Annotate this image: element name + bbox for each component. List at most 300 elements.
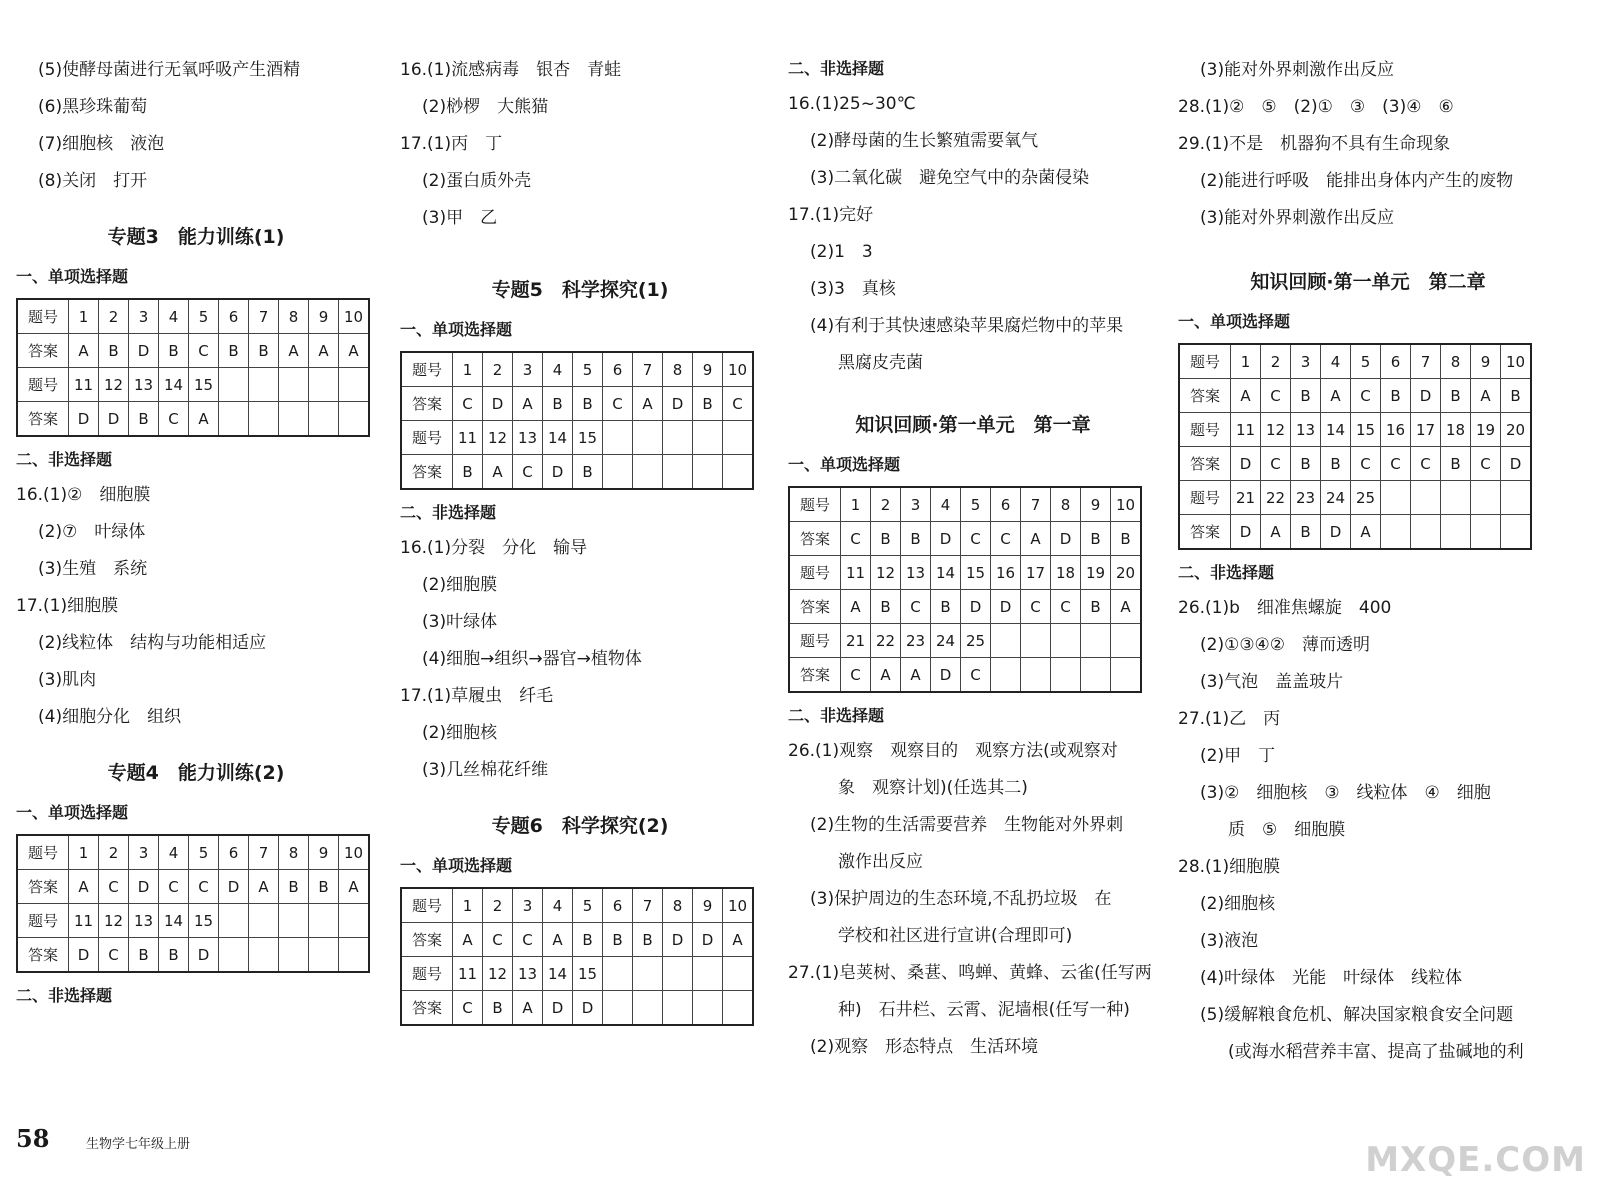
answer-table — [16, 298, 370, 437]
answer-cell — [603, 957, 633, 991]
answer-cell: 5 — [573, 352, 603, 387]
answer-cell — [693, 421, 723, 455]
answer-cell: 3 — [129, 835, 159, 870]
answer-cell: 5 — [189, 835, 219, 870]
answer-cell: A — [339, 870, 370, 904]
answer-cell — [1081, 624, 1111, 658]
answer-cell — [309, 938, 339, 973]
answer-cell: 10 — [723, 352, 754, 387]
answer-cell — [723, 455, 754, 490]
table-row — [17, 299, 369, 334]
answer-line: 26.(1)观察 观察目的 观察方法(或观察对 — [788, 741, 1118, 761]
answer-cell: D — [573, 991, 603, 1026]
answer-line: (3)能对外界刺激作出反应 — [1200, 208, 1395, 228]
answer-line: (2)观察 形态特点 生活环境 — [810, 1037, 1039, 1057]
answer-cell — [693, 991, 723, 1026]
answer-cell: C — [189, 870, 219, 904]
answer-cell: 3 — [513, 888, 543, 923]
answer-cell: 18 — [1051, 556, 1081, 590]
answer-cell — [603, 991, 633, 1026]
answer-cell: 3 — [513, 352, 543, 387]
answer-cell: C — [961, 522, 991, 556]
section-heading: 一、单项选择题 — [1178, 312, 1291, 331]
answer-cell — [1051, 658, 1081, 693]
answer-line: 17.(1)完好 — [788, 205, 874, 225]
answer-table — [400, 887, 754, 1026]
answer-cell: B — [931, 590, 961, 624]
answer-cell: 16 — [991, 556, 1021, 590]
answer-cell: 24 — [1321, 481, 1351, 515]
answer-cell: 12 — [483, 421, 513, 455]
answer-cell: A — [633, 387, 663, 421]
answer-cell: D — [1231, 515, 1261, 550]
answer-cell: D — [189, 938, 219, 973]
answer-cell: 8 — [663, 352, 693, 387]
answer-cell — [1021, 658, 1051, 693]
answer-cell: 15 — [1351, 413, 1381, 447]
answer-cell: 17 — [1411, 413, 1441, 447]
row-label-cell: 题号 — [17, 299, 69, 334]
answer-cell: B — [573, 455, 603, 490]
answer-line: 16.(1)流感病毒 银杏 青蛙 — [400, 60, 622, 80]
answer-cell: B — [219, 334, 249, 368]
answer-cell: C — [1021, 590, 1051, 624]
answer-line: (2)1 3 — [810, 242, 873, 262]
answer-cell: C — [603, 387, 633, 421]
section-heading: 二、非选择题 — [16, 986, 113, 1005]
answer-line: 16.(1)25~30℃ — [788, 94, 916, 114]
answer-cell: B — [573, 923, 603, 957]
answer-line: (5)使酵母菌进行无氧呼吸产生酒精 — [38, 60, 301, 80]
answer-cell: C — [961, 658, 991, 693]
row-label-cell: 答案 — [17, 334, 69, 368]
answer-cell: A — [1021, 522, 1051, 556]
answer-cell: 3 — [129, 299, 159, 334]
answer-cell: 5 — [961, 487, 991, 522]
answer-cell: A — [841, 590, 871, 624]
answer-line: (或海水稻营养丰富、提高了盐碱地的利 — [1228, 1042, 1524, 1062]
answer-cell: A — [1231, 379, 1261, 413]
answer-cell: 15 — [189, 904, 219, 938]
answer-cell: C — [189, 334, 219, 368]
answer-cell: 1 — [841, 487, 871, 522]
answer-cell: C — [901, 590, 931, 624]
table-row — [789, 522, 1141, 556]
answer-cell: 13 — [513, 421, 543, 455]
table-row — [1179, 379, 1531, 413]
section-title: 知识回顾·第一单元 第二章 — [1250, 271, 1486, 293]
row-label-cell: 答案 — [789, 522, 841, 556]
answer-cell: A — [309, 334, 339, 368]
answer-cell: D — [931, 658, 961, 693]
answer-cell — [1411, 481, 1441, 515]
answer-line: 27.(1)皂荚树、桑葚、鸣蝉、黄蜂、云雀(任写两 — [788, 963, 1152, 983]
answer-line: (3)二氧化碳 避免空气中的杂菌侵染 — [810, 168, 1090, 188]
column-4 — [1178, 52, 1558, 1071]
answer-cell: 9 — [309, 299, 339, 334]
answer-line: 象 观察计划)(任选其二) — [838, 778, 1028, 798]
answer-cell: B — [453, 455, 483, 490]
row-label-cell: 答案 — [17, 870, 69, 904]
answer-line: (4)有利于其快速感染苹果腐烂物中的苹果 — [810, 316, 1124, 336]
answer-cell: 1 — [69, 835, 99, 870]
answer-cell: C — [513, 923, 543, 957]
answer-cell — [339, 938, 370, 973]
table-row — [401, 957, 753, 991]
row-label-cell: 题号 — [1179, 413, 1231, 447]
answer-cell — [603, 455, 633, 490]
answer-cell: 15 — [573, 421, 603, 455]
row-label-cell: 题号 — [1179, 481, 1231, 515]
answer-cell: D — [1051, 522, 1081, 556]
table-row — [789, 658, 1141, 693]
answer-cell: 6 — [603, 888, 633, 923]
answer-cell: B — [279, 870, 309, 904]
answer-cell: B — [1111, 522, 1142, 556]
answer-cell — [1111, 624, 1142, 658]
answer-cell: A — [1471, 379, 1501, 413]
table-row — [17, 835, 369, 870]
answer-cell: B — [249, 334, 279, 368]
answer-cell: B — [633, 923, 663, 957]
answer-cell — [249, 938, 279, 973]
row-label-cell: 答案 — [789, 590, 841, 624]
answer-cell: A — [513, 387, 543, 421]
answer-cell: A — [1351, 515, 1381, 550]
answer-cell: A — [1261, 515, 1291, 550]
answer-cell: 21 — [841, 624, 871, 658]
answer-cell — [633, 455, 663, 490]
answer-cell: 16 — [1381, 413, 1411, 447]
row-label-cell: 答案 — [1179, 379, 1231, 413]
answer-line: (3)气泡 盖盖玻片 — [1200, 672, 1344, 692]
row-label-cell: 答案 — [1179, 515, 1231, 550]
answer-cell: D — [693, 923, 723, 957]
answer-cell: B — [159, 334, 189, 368]
answer-cell: D — [129, 334, 159, 368]
answer-cell: D — [129, 870, 159, 904]
answer-cell: 6 — [603, 352, 633, 387]
answer-cell — [219, 402, 249, 437]
answer-cell: 12 — [1261, 413, 1291, 447]
answer-line: (2)⑦ 叶绿体 — [38, 522, 146, 542]
answer-line: (7)细胞核 液泡 — [38, 134, 165, 154]
answer-cell: C — [159, 402, 189, 437]
answer-line: (3)生殖 系统 — [38, 559, 148, 579]
table-row — [1179, 447, 1531, 481]
answer-cell — [339, 368, 370, 402]
answer-cell: A — [279, 334, 309, 368]
answer-cell: 15 — [573, 957, 603, 991]
answer-table — [788, 486, 1142, 693]
answer-cell — [991, 624, 1021, 658]
answer-cell: 7 — [249, 835, 279, 870]
answer-cell: A — [1321, 379, 1351, 413]
row-label-cell: 题号 — [1179, 344, 1231, 379]
answer-line: 29.(1)不是 机器狗不具有生命现象 — [1178, 134, 1451, 154]
answer-cell: 4 — [543, 352, 573, 387]
section-title: 专题4 能力训练(2) — [107, 762, 285, 784]
answer-cell — [1471, 481, 1501, 515]
table-row — [789, 624, 1141, 658]
answer-cell: 2 — [1261, 344, 1291, 379]
answer-cell: 5 — [573, 888, 603, 923]
answer-cell — [279, 904, 309, 938]
answer-cell: C — [1351, 447, 1381, 481]
answer-cell: C — [723, 387, 754, 421]
answer-cell: 24 — [931, 624, 961, 658]
answer-cell: 19 — [1471, 413, 1501, 447]
answer-cell — [663, 991, 693, 1026]
answer-cell: C — [453, 387, 483, 421]
answer-cell: C — [99, 938, 129, 973]
answer-cell: D — [69, 402, 99, 437]
answer-cell: D — [663, 923, 693, 957]
answer-cell: 25 — [1351, 481, 1381, 515]
answer-line: 质 ⑤ 细胞膜 — [1228, 820, 1346, 840]
answer-cell — [723, 991, 754, 1026]
column-3 — [788, 52, 1158, 1066]
answer-cell: 20 — [1501, 413, 1532, 447]
answer-cell: B — [1291, 447, 1321, 481]
table-row — [1179, 344, 1531, 379]
answer-line: 26.(1)b 细准焦螺旋 400 — [1178, 598, 1392, 618]
answer-cell — [663, 957, 693, 991]
answer-cell: D — [1501, 447, 1532, 481]
answer-cell — [1051, 624, 1081, 658]
row-label-cell: 题号 — [401, 421, 453, 455]
answer-cell: A — [249, 870, 279, 904]
answer-cell — [1081, 658, 1111, 693]
answer-line: (2)线粒体 结构与功能相适应 — [38, 633, 267, 653]
answer-line: (3)叶绿体 — [422, 612, 498, 632]
answer-cell — [633, 991, 663, 1026]
answer-cell: C — [1261, 379, 1291, 413]
answer-line: 黑腐皮壳菌 — [838, 353, 923, 373]
answer-line: (3)肌肉 — [38, 670, 97, 690]
answer-cell: B — [1081, 590, 1111, 624]
answer-cell: 23 — [901, 624, 931, 658]
answer-cell — [279, 368, 309, 402]
table-row — [17, 938, 369, 973]
answer-cell: C — [453, 991, 483, 1026]
row-label-cell: 答案 — [17, 402, 69, 437]
answer-cell: A — [1111, 590, 1142, 624]
row-label-cell: 题号 — [789, 556, 841, 590]
answer-cell: A — [723, 923, 754, 957]
answer-cell: D — [1231, 447, 1261, 481]
answer-cell: 12 — [99, 904, 129, 938]
answer-cell: 11 — [69, 904, 99, 938]
answer-cell: C — [513, 455, 543, 490]
answer-cell: C — [841, 522, 871, 556]
answer-cell: D — [991, 590, 1021, 624]
answer-cell — [249, 402, 279, 437]
answer-cell: 11 — [1231, 413, 1261, 447]
section-heading: 一、单项选择题 — [400, 320, 513, 339]
answer-cell: C — [1411, 447, 1441, 481]
table-row — [401, 352, 753, 387]
answer-line: (2)酵母菌的生长繁殖需要氧气 — [810, 131, 1039, 151]
answer-cell — [1381, 515, 1411, 550]
answer-cell — [249, 904, 279, 938]
section-heading: 二、非选择题 — [788, 59, 885, 78]
answer-cell — [1471, 515, 1501, 550]
answer-cell: 2 — [99, 299, 129, 334]
answer-cell — [309, 904, 339, 938]
answer-cell: A — [543, 923, 573, 957]
answer-cell: 4 — [543, 888, 573, 923]
answer-cell: 13 — [1291, 413, 1321, 447]
answer-cell: 7 — [633, 888, 663, 923]
row-label-cell: 答案 — [789, 658, 841, 693]
answer-cell: 10 — [1501, 344, 1532, 379]
watermark: MXQE.COM — [1365, 1140, 1586, 1180]
answer-cell: C — [99, 870, 129, 904]
answer-cell: 4 — [1321, 344, 1351, 379]
section-heading: 一、单项选择题 — [400, 856, 513, 875]
answer-table — [1178, 343, 1532, 550]
section-heading: 二、非选择题 — [400, 503, 497, 522]
answer-line: (8)关闭 打开 — [38, 171, 148, 191]
answer-cell: 14 — [543, 957, 573, 991]
answer-cell: 13 — [129, 904, 159, 938]
answer-cell — [723, 421, 754, 455]
answer-cell: 12 — [871, 556, 901, 590]
answer-cell: D — [219, 870, 249, 904]
answer-line: 17.(1)细胞膜 — [16, 596, 119, 616]
answer-cell: C — [1381, 447, 1411, 481]
answer-cell: 1 — [453, 352, 483, 387]
answer-line: (3)② 细胞核 ③ 线粒体 ④ 细胞 — [1200, 783, 1491, 803]
answer-cell: 19 — [1081, 556, 1111, 590]
table-row — [401, 455, 753, 490]
table-row — [1179, 481, 1531, 515]
answer-line: 种) 石井栏、云霄、泥墙根(任写一种) — [838, 1000, 1130, 1020]
answer-cell: B — [871, 590, 901, 624]
answer-cell: 10 — [723, 888, 754, 923]
answer-cell: 6 — [991, 487, 1021, 522]
answer-line: (2)①③④② 薄而透明 — [1200, 635, 1371, 655]
row-label-cell: 题号 — [401, 888, 453, 923]
table-row — [17, 334, 369, 368]
row-label-cell: 题号 — [401, 957, 453, 991]
row-label-cell: 答案 — [1179, 447, 1231, 481]
answer-cell: 8 — [1051, 487, 1081, 522]
answer-cell: 22 — [1261, 481, 1291, 515]
answer-cell — [219, 904, 249, 938]
answer-cell: B — [129, 402, 159, 437]
answer-line: (3)甲 乙 — [422, 208, 498, 228]
answer-cell: 7 — [633, 352, 663, 387]
answer-cell: B — [543, 387, 573, 421]
answer-cell — [219, 368, 249, 402]
table-row — [1179, 413, 1531, 447]
answer-line: (4)细胞→组织→器官→植物体 — [422, 649, 642, 669]
table-row — [17, 870, 369, 904]
answer-cell: D — [543, 991, 573, 1026]
answer-cell: 14 — [1321, 413, 1351, 447]
answer-cell: C — [1051, 590, 1081, 624]
answer-cell: B — [1291, 515, 1321, 550]
row-label-cell: 题号 — [789, 624, 841, 658]
answer-cell: B — [871, 522, 901, 556]
answer-cell: A — [189, 402, 219, 437]
answer-cell — [1111, 658, 1142, 693]
answer-line: (5)缓解粮食危机、解决国家粮食安全问题 — [1200, 1005, 1514, 1025]
answer-cell: 23 — [1291, 481, 1321, 515]
answer-cell: 2 — [483, 352, 513, 387]
answer-line: 激作出反应 — [838, 852, 923, 872]
answer-cell: 11 — [69, 368, 99, 402]
answer-cell — [339, 402, 370, 437]
answer-cell: D — [961, 590, 991, 624]
answer-line: (2)细胞膜 — [422, 575, 498, 595]
answer-cell: B — [603, 923, 633, 957]
answer-cell: D — [931, 522, 961, 556]
answer-cell: A — [483, 455, 513, 490]
answer-cell: B — [1321, 447, 1351, 481]
answer-cell: A — [513, 991, 543, 1026]
answer-cell: A — [69, 870, 99, 904]
table-row — [789, 556, 1141, 590]
answer-line: (4)细胞分化 组织 — [38, 707, 182, 727]
answer-cell — [1381, 481, 1411, 515]
row-label-cell: 答案 — [401, 991, 453, 1026]
answer-line: (3)液泡 — [1200, 931, 1259, 951]
answer-cell: 14 — [931, 556, 961, 590]
answer-cell: 9 — [693, 352, 723, 387]
row-label-cell: 题号 — [401, 352, 453, 387]
answer-cell: D — [483, 387, 513, 421]
answer-line: 16.(1)② 细胞膜 — [16, 485, 151, 505]
answer-cell: B — [1291, 379, 1321, 413]
row-label-cell: 答案 — [17, 938, 69, 973]
answer-cell: A — [453, 923, 483, 957]
answer-line: (2)生物的生活需要营养 生物能对外界刺 — [810, 815, 1124, 835]
row-label-cell: 题号 — [17, 368, 69, 402]
section-heading: 一、单项选择题 — [16, 803, 129, 822]
answer-cell: 6 — [219, 835, 249, 870]
section-title: 专题3 能力训练(1) — [107, 226, 285, 248]
answer-cell: B — [1081, 522, 1111, 556]
table-row — [401, 421, 753, 455]
answer-line: (3)几丝棉花纤维 — [422, 760, 549, 780]
row-label-cell: 答案 — [401, 387, 453, 421]
answer-line: (3)3 真核 — [810, 279, 896, 299]
answer-line: (4)叶绿体 光能 叶绿体 线粒体 — [1200, 968, 1463, 988]
answer-cell: D — [543, 455, 573, 490]
answer-cell: 2 — [483, 888, 513, 923]
answer-cell: 5 — [1351, 344, 1381, 379]
answer-cell: 1 — [1231, 344, 1261, 379]
answer-cell: 2 — [99, 835, 129, 870]
answer-cell: B — [99, 334, 129, 368]
section-heading: 一、单项选择题 — [16, 267, 129, 286]
page-number: 58 — [16, 1124, 50, 1153]
answer-line: 16.(1)分裂 分化 输导 — [400, 538, 588, 558]
answer-cell: 9 — [693, 888, 723, 923]
answer-cell: C — [841, 658, 871, 693]
answer-cell — [663, 455, 693, 490]
row-label-cell: 答案 — [401, 923, 453, 957]
answer-cell — [603, 421, 633, 455]
answer-cell: A — [339, 334, 370, 368]
answer-cell: 3 — [901, 487, 931, 522]
answer-cell: D — [1321, 515, 1351, 550]
section-heading: 二、非选择题 — [16, 450, 113, 469]
table-row — [1179, 515, 1531, 550]
